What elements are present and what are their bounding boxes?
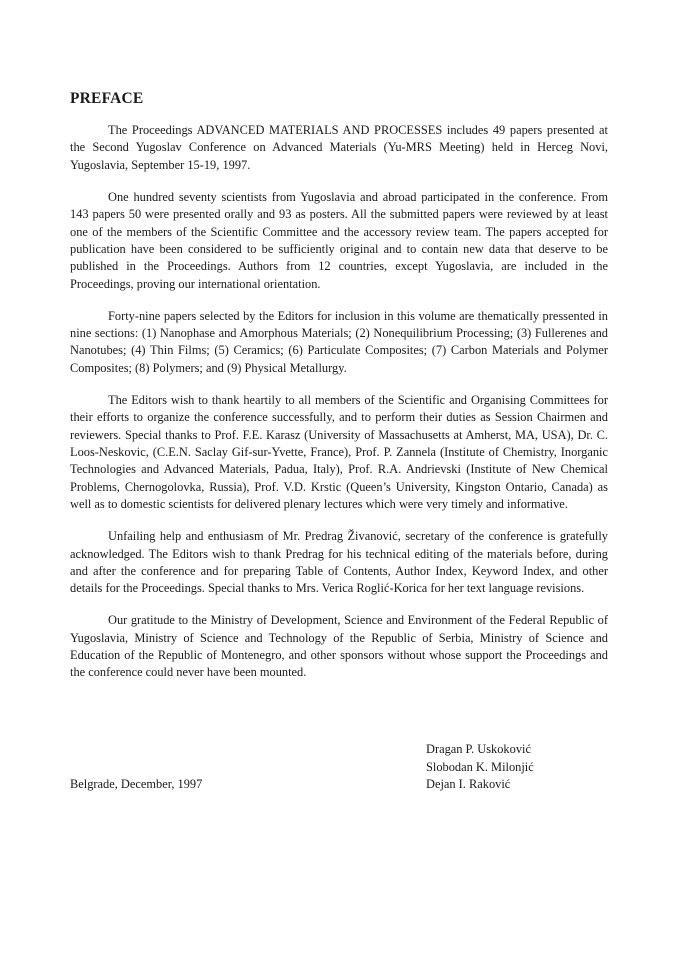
preface-heading: PREFACE [70, 90, 144, 107]
paragraph-sections: Forty-nine papers selected by the Editors for inclusion in this volume are thematically pressented in nine sections: (1) Nanophase and Amorphous Materials; (2) Nonequilibrium Processing; (3) Fullerenes and Nanotubes; (4) Thin Films; (5) Ceramics; (6) Particulate Composites; (7) Carbon Materials and Polymer Composites; (8) Polymers; and (9) Physical Metallurgy. [70, 308, 608, 375]
paragraph-thanks: The Editors wish to thank heartily to all members of the Scientific and Organising Committees for their efforts to organize the conference successfully, and to perform their duties as Session Chairmen and reviewers. Special thanks to Prof. F.E. Karasz (University of Massachusetts at Amherst, MA, USA), Dr. C. Loos-Neskovic, (C.E.N. Saclay Gif-sur-Yvette, France), Prof. P. Zannela (Institute of Chemistry, Inorganic Technologies and Advanced Materials, Padua, Italy), Prof. R.A. Andrievski (Institute of New Chemical Problems, Chernogolovka, Russia), Prof. V.D. Krstic (Queen’s University, Kingston Ontario, Canada) as well as to domestic scientists for delivered plenary lectures which were very timely and informative. [70, 392, 608, 512]
signatory-name: Dejan I. Raković [426, 777, 511, 792]
signatory-name: Dragan P. Uskoković [426, 742, 531, 756]
paragraph-intro: The Proceedings ADVANCED MATERIALS AND PROCESSES includes 49 papers presented at the Second Yugoslav Conference on Advanced Materials (Yu-MRS Meeting) held in Herceg Novi, Yugoslavia, September 15-19, 1997. [70, 123, 608, 172]
preface-body [70, 122, 608, 696]
paragraph-participation: One hundred seventy scientists from Yugoslavia and abroad participated in the conference. From 143 papers 50 were presented orally and 93 as posters. All the submitted papers were reviewed by at least one of the members of the Scientific Committee and the accessory review team. The papers accepted for publication have been considered to be sufficiently original and to contain new data that deserve to be published in the Proceedings. Authors from 12 countries, except Yugoslavia, are included in the Proceedings, proving our international orientation. [70, 189, 608, 291]
signatory-name: Slobodan K. Milonjić [426, 759, 534, 774]
place-and-date: Belgrade, December, 1997 [70, 777, 203, 791]
paragraph-acknowledgement: Unfailing help and enthusiasm of Mr. Predrag Živanović, secretary of the conference is gratefully acknowledged. The Editors wish to thank Predrag for his technical editing of the materials before, during and after the conference and for preparing Table of Contents, Author Index, Keyword Index, and other details for the Proceedings. Special thanks to Mrs. Verica Roglić-Korica for her text language revisions. [70, 529, 608, 596]
editor-signatures [426, 741, 534, 794]
paragraph-gratitude: Our gratitude to the Ministry of Development, Science and Environment of the Federal Republic of Yugoslavia, Ministry of Science and Technology of the Republic of Serbia, Ministry of Science and Education of the Republic of Montenegro, and other sponsors without whose support the Proceedings and the conference could never have been mounted. [70, 613, 608, 680]
